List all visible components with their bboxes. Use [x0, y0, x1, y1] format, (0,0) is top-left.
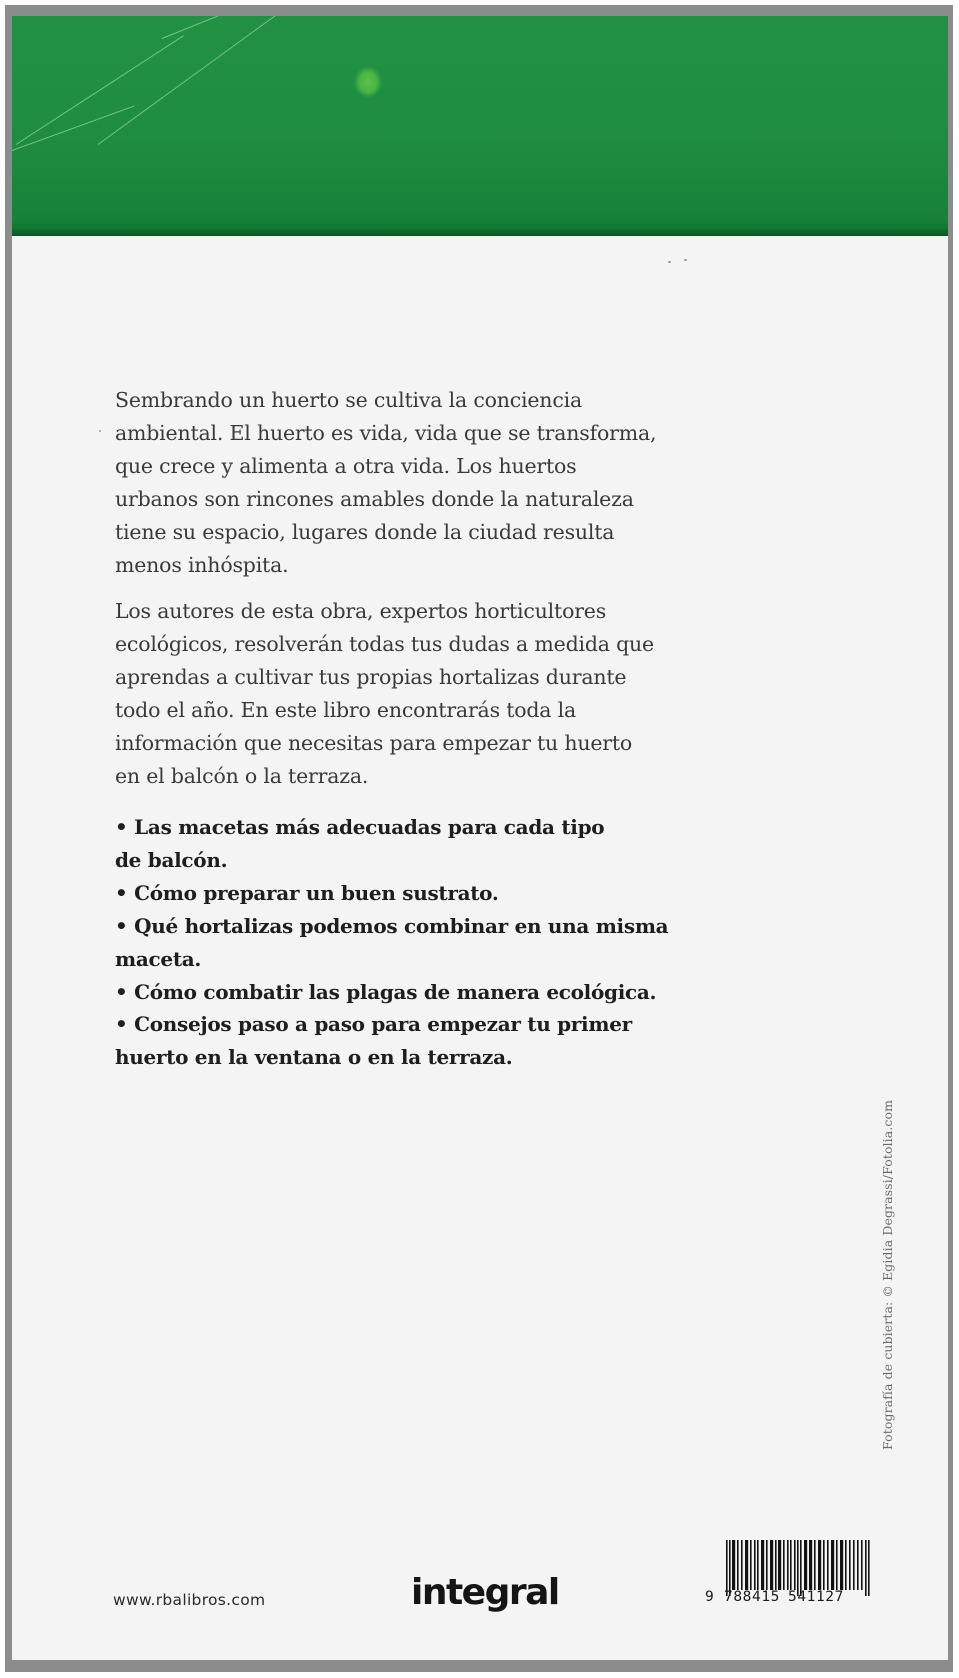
paper-speck: [668, 261, 671, 263]
highlight-item: • Cómo preparar un buen sustrato.: [115, 880, 499, 905]
brand-logo: integral: [411, 1572, 559, 1613]
text-line: ecológicos, resolverán todas tus dudas a medida que: [115, 632, 654, 656]
isbn-group-2: 541127: [787, 1589, 844, 1605]
publisher-url[interactable]: www.rbalibros.com: [113, 1591, 266, 1609]
photo-credit: Fotografía de cubierta: © Egidia Degrassi/Fotolia.com: [880, 1099, 895, 1450]
highlights-list: [115, 811, 775, 1074]
back-cover: [12, 16, 948, 1660]
paper-crease: [16, 35, 184, 145]
description-paragraph-2: [115, 595, 755, 793]
highlight-item: • Qué hortalizas podemos combinar en una misma: [115, 913, 669, 938]
highlight-item: • Las macetas más adecuadas para cada tipo: [115, 815, 605, 839]
text-line: tiene su espacio, lugares donde la ciudad resulta: [115, 520, 615, 544]
isbn-number: [705, 1589, 844, 1605]
isbn-group-1: 788415: [724, 1589, 780, 1605]
text-line: información que necesitas para empezar tu huerto: [115, 731, 633, 755]
paper-speck: [684, 259, 687, 261]
highlight-item: • Cómo combatir las plagas de manera ecológica.: [115, 979, 657, 1004]
highlight-item: • Consejos paso a paso para empezar tu primer: [115, 1012, 632, 1037]
text-line: urbanos son rincones amables donde la naturaleza: [115, 487, 634, 511]
paper-crease: [12, 106, 134, 151]
text-line: en el balcón o la terraza.: [115, 764, 369, 788]
paper-speck: [99, 430, 101, 432]
description-paragraph-1: [115, 384, 755, 582]
text-line: Los autores de esta obra, expertos horticultores: [115, 599, 607, 623]
text-line: todo el año. En este libro encontrarás toda la: [115, 698, 577, 722]
text-line: menos inhóspita.: [115, 553, 289, 577]
text-line: aprendas a cultivar tus propias hortalizas durante: [115, 665, 627, 689]
description-text: [115, 384, 755, 806]
barcode-icon: [705, 1540, 885, 1596]
isbn-lead-digit: 9: [705, 1589, 715, 1605]
highlight-item: maceta.: [115, 946, 202, 971]
paper-crease: [98, 16, 277, 145]
isbn-barcode: [705, 1540, 885, 1608]
highlight-item: huerto en la ventana o en la terraza.: [115, 1045, 513, 1070]
text-line: que crece y alimenta a otra vida. Los huertos: [115, 454, 577, 478]
green-cover-band: [12, 16, 948, 236]
text-line: ambiental. El huerto es vida, vida que se transforma,: [115, 421, 657, 445]
band-shadow: [12, 228, 948, 236]
highlight-item: de balcón.: [115, 847, 228, 872]
text-line: Sembrando un huerto se cultiva la conciencia: [115, 388, 582, 412]
